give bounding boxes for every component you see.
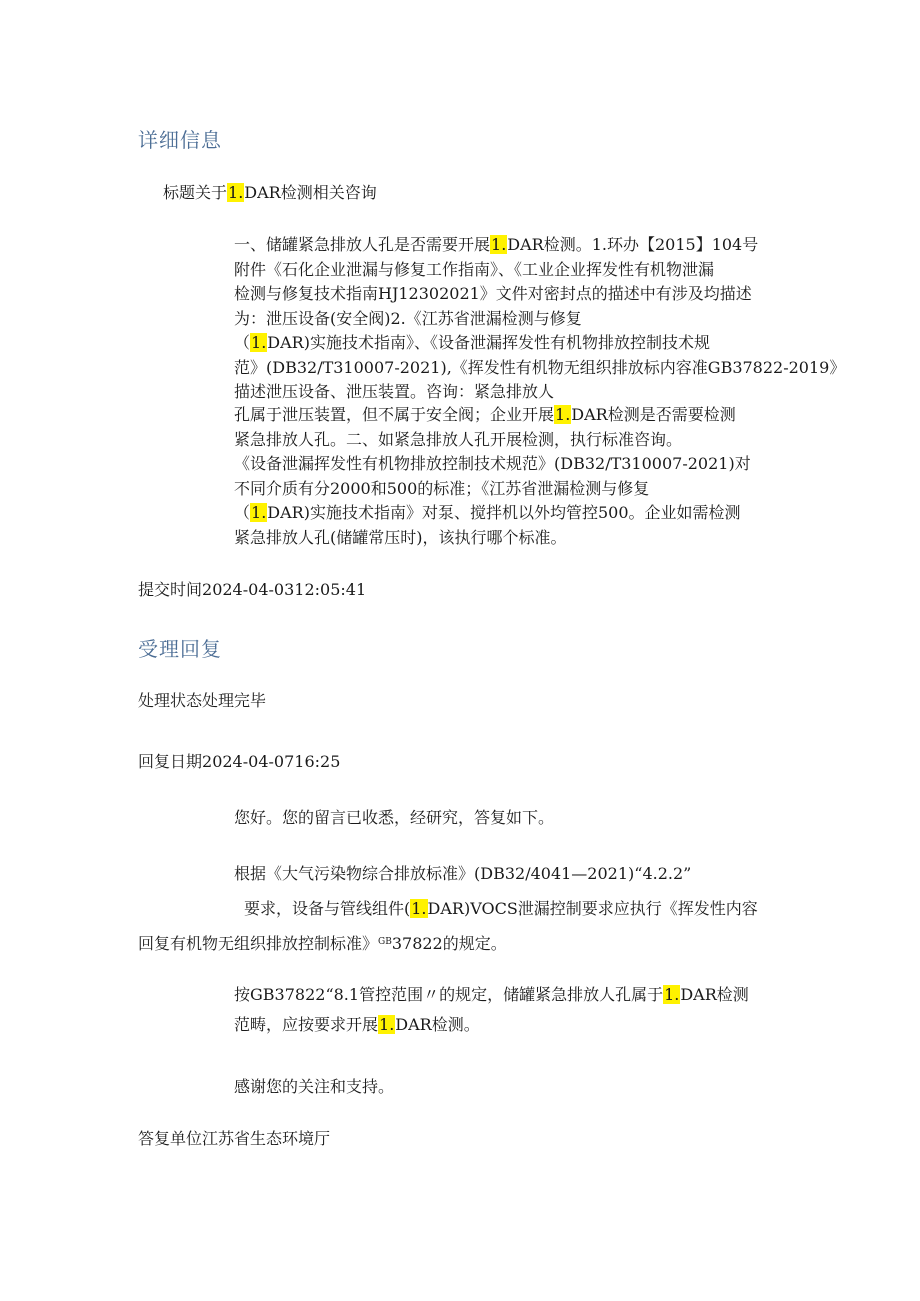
detail-heading: 详细信息 <box>138 128 222 152</box>
reply-scope-line-2 <box>234 1013 480 1037</box>
question-line-text: DAR检测是否需要检测 <box>571 405 736 424</box>
question-line-text: 范》(DB32/T310007-2021),《挥发性有机物无组织排放标内容准GB37822-2019》 <box>234 357 846 377</box>
question-line-text: 检测与修复技术指南HJ12302021》文件对密封点的描述中有涉及均描述 <box>234 284 752 303</box>
question-line-text: 不同介质有分2000和500的标准；《江苏省泄漏检测与修复 <box>234 478 650 498</box>
question-paragraph-2 <box>234 403 751 550</box>
basis-line3-post: 37822的规定。 <box>391 934 507 953</box>
status-row <box>138 689 266 713</box>
question-line-text: 为：泄压设备(安全阀)2.《江苏省泄漏检测与修复 <box>234 308 582 328</box>
title-row <box>163 181 377 205</box>
question-line-highlight: 1. <box>555 405 571 424</box>
unit-label: 答复单位 <box>138 1129 203 1148</box>
question-line <box>234 380 845 405</box>
question-line-text: 附件《石化企业泄漏与修复工作指南》、《工业企业挥发性有机物泄漏 <box>234 259 715 279</box>
basis-line2-highlight: 1. <box>411 899 427 918</box>
question-line <box>234 452 751 477</box>
question-paragraph-1 <box>234 233 845 405</box>
status-label: 处理状态 <box>138 691 203 710</box>
scope-line2-highlight: 1. <box>379 1015 395 1034</box>
question-line <box>234 307 845 332</box>
basis-line3-sup: GB <box>378 937 392 947</box>
question-line <box>234 356 845 381</box>
question-line-highlight: 1. <box>251 503 267 522</box>
question-line <box>234 282 845 307</box>
basis-line3-pre: 回复有机物无组织排放控制标准》 <box>138 934 379 953</box>
scope-line1-post: DAR检测 <box>680 985 749 1004</box>
question-line-text: 紧急排放人孔(储罐常压时)，该执行哪个标准。 <box>234 527 567 547</box>
scope-line2-pre: 范畴，应按要求开展 <box>234 1015 379 1034</box>
question-line <box>234 428 751 453</box>
question-line-text: 《设备泄漏挥发性有机物排放控制技术规范》(DB32/T310007-2021)对 <box>234 454 751 473</box>
unit-value: 江苏省生态环境厅 <box>202 1129 331 1148</box>
question-line-highlight: 1. <box>251 333 267 352</box>
submit-time-row <box>138 578 366 602</box>
reply-heading: 受理回复 <box>138 637 222 661</box>
question-line-text: 紧急排放人孔。二、如紧急排放人孔开展检测，执行标准咨询。 <box>234 429 683 449</box>
title-value-post: DAR检测相关咨询 <box>244 183 377 202</box>
question-line <box>234 526 751 551</box>
reply-basis-line-3 <box>138 932 507 956</box>
question-line-text: DAR)实施技术指南》对泵、搅拌机以外均管控500。企业如需检测 <box>267 503 741 522</box>
question-line <box>234 331 845 356</box>
question-line-text: DAR)实施技术指南》、《设备泄漏挥发性有机物排放控制技术规 <box>267 333 710 352</box>
scope-line1-pre: 按GB37822“8.1管控范围〃的规定，储罐紧急排放人孔属于 <box>234 985 664 1004</box>
reply-unit-row <box>138 1127 330 1151</box>
title-highlight: 1. <box>228 183 244 202</box>
question-line <box>234 258 845 283</box>
question-line-text: 孔属于泄压装置，但不属于安全阀；企业开展 <box>234 405 555 424</box>
reply-date-value: 2024-04-0716:25 <box>202 752 341 771</box>
status-value: 处理完毕 <box>202 691 267 710</box>
title-value-pre: 关于 <box>195 183 228 202</box>
reply-date-row <box>138 750 340 774</box>
reply-basis-line-2 <box>244 897 758 921</box>
reply-thanks: 感谢您的关注和支持。 <box>234 1077 395 1096</box>
submit-label: 提交时间 <box>138 580 203 599</box>
basis-line2-pre: 要求，设备与管线组件( <box>244 899 411 918</box>
reply-scope-line-1 <box>234 983 749 1007</box>
question-line-highlight: 1. <box>491 235 507 254</box>
question-line-text: （ <box>234 503 251 522</box>
reply-greeting: 您好。您的留言已收悉，经研究，答复如下。 <box>234 808 555 827</box>
question-line <box>234 501 751 526</box>
question-line-text: （ <box>234 333 251 352</box>
question-line <box>234 233 845 258</box>
question-line-text: 描述泄压设备、泄压装置。咨询：紧急排放人 <box>234 382 555 401</box>
title-label: 标题 <box>163 183 196 202</box>
basis-line2-post: DAR)VOCS泄漏控制要求应执行《挥发性内容 <box>427 899 758 918</box>
reply-date-label: 回复日期 <box>138 752 203 771</box>
question-line <box>234 477 751 502</box>
reply-basis-line-1: 根据《大气污染物综合排放标准》(DB32/4041—2021)“4.2.2” <box>234 864 692 883</box>
question-line-text: DAR检测。1.环办【2015】104号 <box>507 235 759 254</box>
question-line-text: 一、储罐紧急排放人孔是否需要开展 <box>234 235 491 254</box>
scope-line1-highlight: 1. <box>664 985 680 1004</box>
submit-value: 2024-04-0312:05:41 <box>202 580 367 599</box>
question-line <box>234 403 751 428</box>
scope-line2-post: DAR检测。 <box>395 1015 480 1034</box>
